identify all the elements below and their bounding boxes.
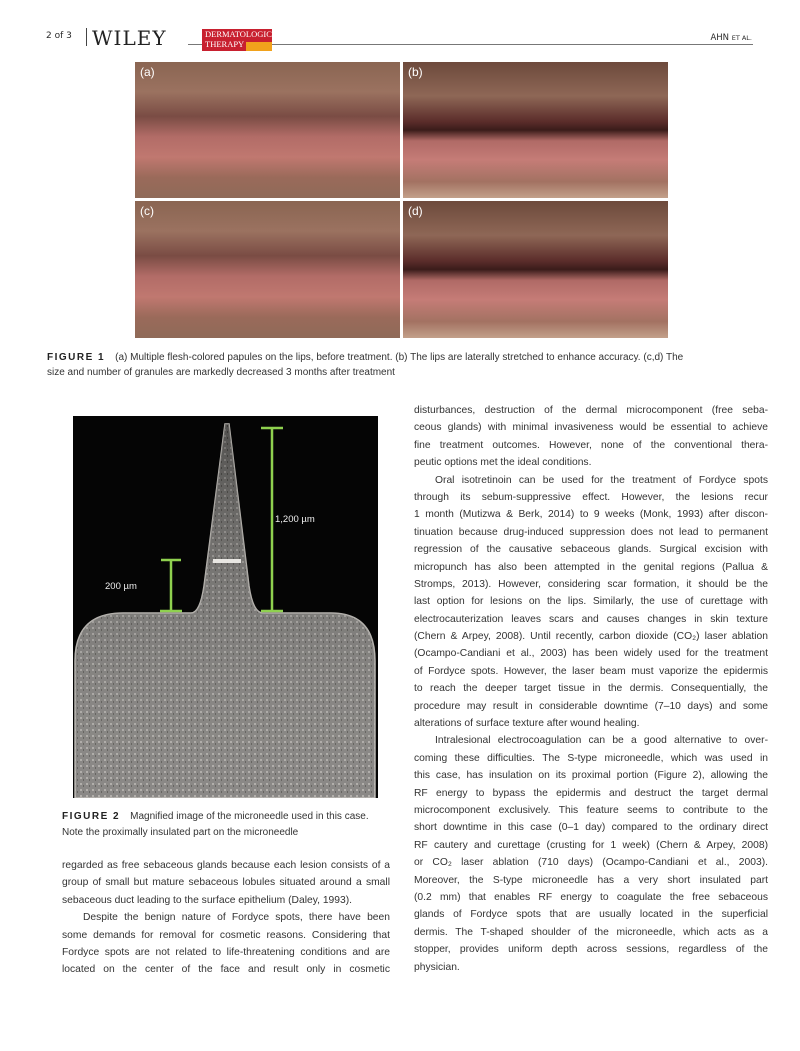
left-column-text	[62, 857, 390, 979]
text-line: some demands for removal for cosmetic reasons. Considering that	[62, 929, 390, 941]
text-line: peutic options met the ideal conditions.	[414, 457, 592, 469]
authors-main: AHN	[710, 33, 730, 43]
journal-logo	[202, 29, 272, 51]
panel-label: (a)	[140, 65, 155, 79]
text-line: fine treatment outcomes. However, none of the conventional thera-	[414, 439, 768, 451]
text-line: disturbances, destruction of the dermal microcomponent (free seba-	[414, 405, 768, 416]
text-line: Oral isotretinoin can be used for the treatment of Fordyce spots	[435, 474, 768, 486]
text-line: electrocauterization leaves scars and causes changes in skin texture	[414, 613, 768, 625]
text-line: located on the center of the face and result only in cosmetic	[62, 964, 390, 976]
figure-1-panel-a	[135, 62, 400, 198]
text-line: Moreover, the S-type microneedle has a very short insulated part	[414, 874, 768, 886]
text-line: last option for lesions on the lips. Similarly, the use of curettage with	[414, 596, 768, 608]
text-line: RF energy to bypass the epidermis and destruct the target dermal	[414, 787, 768, 799]
running-head-authors	[710, 33, 752, 43]
figure-1-caption	[47, 350, 767, 380]
text-line: RF cautery and curettage (crusting for 1 week) (Chern & Arpey, 2008)	[414, 839, 768, 851]
figure-2-image	[73, 416, 378, 798]
caption-label: FIGURE 2	[62, 811, 121, 822]
short-scale-marker	[160, 560, 182, 611]
text-line: regarded as free sebaceous glands because each lesion consists of a	[62, 860, 390, 871]
text-line: alterations of surface texture after wound healing.	[414, 718, 640, 730]
text-line: Despite the benign nature of Fordyce spots, there have been	[83, 912, 390, 924]
text-line: ceous glands) with minimal invasiveness would be essential to achieve	[414, 422, 768, 434]
caption-text: Note the proximally insulated part on the microneedle	[62, 827, 299, 838]
short-scale-label: 200 µm	[105, 581, 137, 592]
text-line: Intralesional electrocoagulation can be a good alternative to over-	[435, 735, 768, 747]
insulated-band	[213, 559, 241, 563]
paragraph	[414, 732, 768, 975]
caption-label: FIGURE 1	[47, 352, 106, 363]
text-line: (Chern & Arpey, 2008). Until recently, carbon dioxide (CO₂) laser ablation	[414, 631, 768, 643]
text-line: 1 month (Mutizwa & Berk, 2014) to 9 weeks (Monk, 1993) after discon-	[414, 509, 768, 521]
header-rule	[188, 44, 753, 45]
text-line: regression of the causative sebaceous glands. Surgical excision with	[414, 544, 768, 556]
figure-1-panel-b	[403, 62, 668, 198]
text-line: (Ocampo-Candiani et al., 2003) has been widely used for the treatment	[414, 648, 768, 660]
panel-label: (c)	[140, 204, 154, 218]
text-line: short downtime in this case (0–1 day) compared to the ordinary direct	[414, 822, 768, 834]
text-line: coming these difficulties. The S-type microneedle, which was used in	[414, 752, 768, 764]
text-line: procedure may result in considerable downtime (7–10 days) and some	[414, 700, 768, 712]
text-line: to reach the deeper target tissue in the dermis. Consequentially, the	[414, 683, 768, 695]
text-line: Fordyce spots are not related to life-threatening conditions and are	[62, 946, 390, 958]
text-line: this case, has insulation on its proximal portion (Figure 2), allowing the	[414, 770, 768, 782]
long-scale-label: 1,200 µm	[275, 514, 315, 525]
right-column-text	[414, 402, 768, 976]
text-line: through its sebum-suppressive effect. However, the lesions recur	[414, 491, 768, 503]
microneedle-image	[73, 416, 378, 798]
text-line: group of small but mature sebaceous lobules situated around a small	[62, 877, 390, 889]
caption-text: Magnified image of the microneedle used in this case.	[130, 811, 369, 822]
text-line: glands of Fordyce spots that are usually located in the superficial	[414, 909, 768, 921]
paragraph	[414, 402, 768, 472]
text-line: micropunch has also been attempted in the genital regions (Pallua &	[414, 561, 768, 573]
caption-text: (a) Multiple flesh-colored papules on the lips, before treatment. (b) The lips are laterally stretched to enhance accuracy. (c,d) The	[115, 352, 684, 363]
text-line: physician.	[414, 961, 460, 973]
journal-name-line2: THERAPY	[205, 39, 245, 49]
paragraph	[62, 909, 390, 979]
text-line: dermis. The T-shaped shoulder of the microneedle, which acts as a	[414, 926, 768, 938]
text-line: sebaceous duct leading to the surface epithelium (Daley, 1993).	[62, 894, 353, 906]
text-line: or CO₂ laser ablation (710 days) (Ocampo-Candiani et al., 2003).	[414, 857, 768, 869]
panel-label: (b)	[408, 65, 423, 79]
text-line: of Fordyce spots. However, the laser beam must vaporize the epidermis	[414, 665, 768, 677]
text-line: stopper, provides uniform depth across sessions, regardless of the	[414, 944, 768, 956]
paragraph	[414, 472, 768, 733]
header-divider	[86, 28, 87, 46]
text-line: microcomponent exclusively. This feature seems to contribute to the	[414, 804, 768, 816]
journal-name-line1: DERMATOLOGIC	[205, 29, 272, 39]
paragraph	[62, 857, 390, 909]
publisher-logo: WILEY	[92, 26, 167, 50]
authors-suffix: ET AL.	[731, 34, 752, 42]
journal-logo-accent	[246, 42, 272, 51]
panel-label: (d)	[408, 204, 423, 218]
figure-1-panel-d	[403, 201, 668, 338]
page-number: 2 of 3	[46, 31, 72, 41]
text-line: (0.2 mm) that enables RF energy to coagulate the free sebaceous	[414, 891, 768, 903]
figure-2-caption	[62, 809, 407, 841]
figure-1-panel-c	[135, 201, 400, 338]
text-line: tinuation because drug-induced suppression does not lead to permanent	[414, 526, 768, 538]
caption-text: size and number of granules are markedly decreased 3 months after treatment	[47, 367, 395, 378]
text-line: Stromps, 2013). However, considering scar formation, it should be the	[414, 578, 768, 590]
